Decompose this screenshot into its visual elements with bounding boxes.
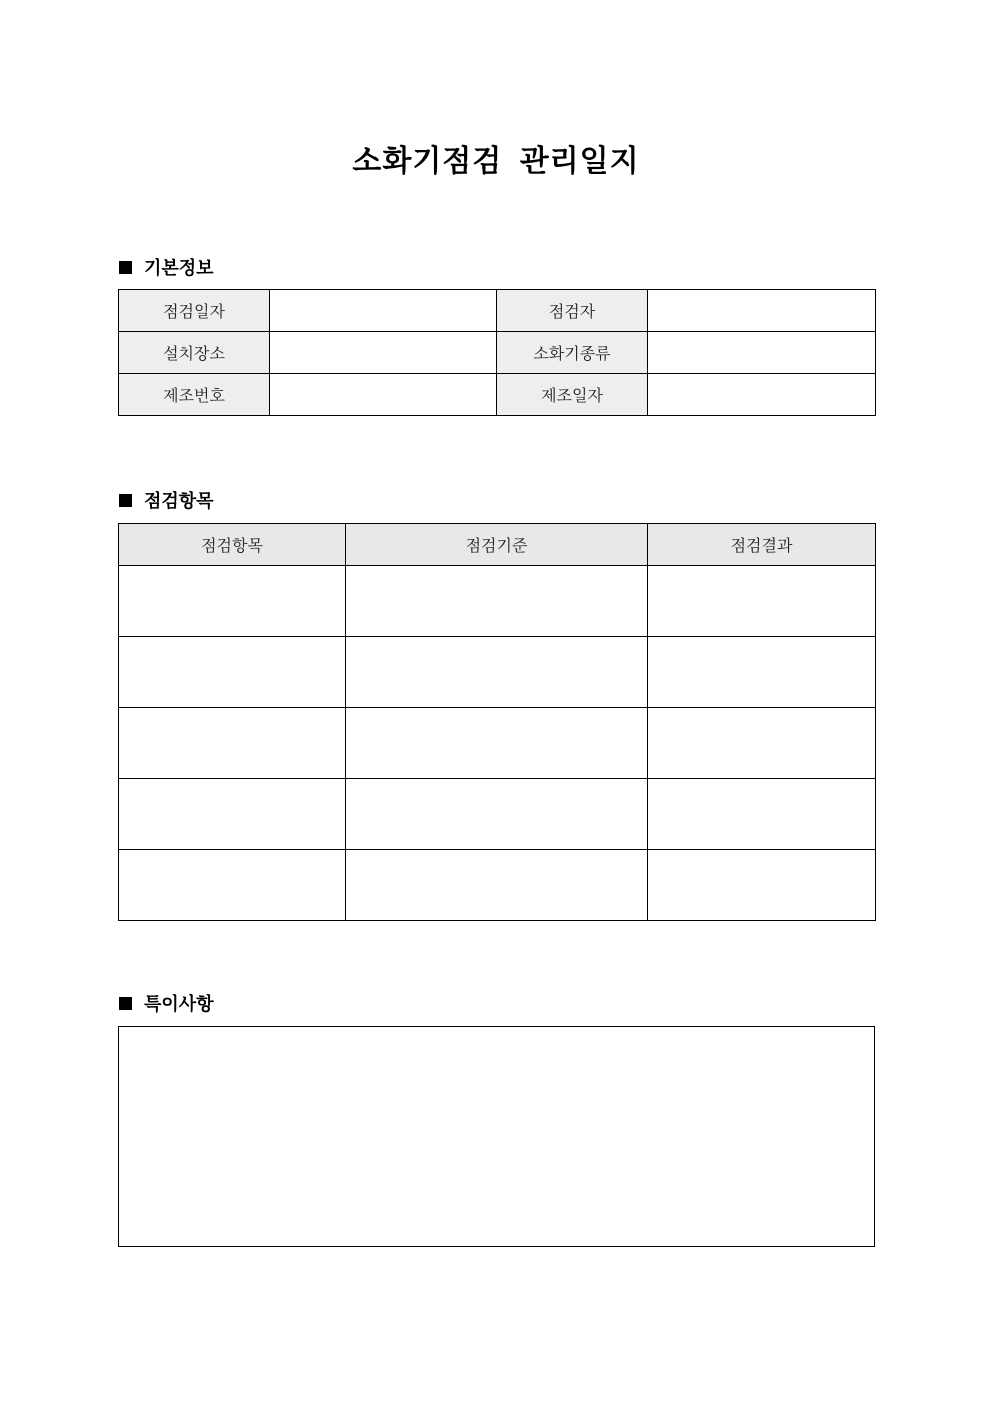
table-row	[119, 708, 876, 779]
inspector-field[interactable]	[648, 290, 876, 332]
table-row	[119, 332, 876, 374]
table-row	[119, 566, 876, 637]
item-cell[interactable]	[119, 850, 346, 921]
label-inspector: 점검자	[497, 290, 648, 332]
table-header-row	[119, 524, 876, 566]
table-row	[119, 779, 876, 850]
basic-info-table	[118, 289, 876, 416]
item-cell[interactable]	[119, 637, 346, 708]
criteria-cell[interactable]	[346, 850, 648, 921]
section-heading-label: 기본정보	[144, 258, 214, 279]
section-heading-inspection	[119, 487, 214, 513]
item-cell[interactable]	[119, 708, 346, 779]
inspection-table	[118, 523, 876, 921]
table-row	[119, 850, 876, 921]
table-row	[119, 290, 876, 332]
criteria-cell[interactable]	[346, 708, 648, 779]
label-install-location: 설치장소	[119, 332, 270, 374]
item-cell[interactable]	[119, 779, 346, 850]
page-title: 소화기점검 관리일지	[352, 144, 640, 179]
square-bullet-icon	[119, 494, 132, 507]
table-row	[119, 637, 876, 708]
label-serial-number: 제조번호	[119, 374, 270, 416]
remarks-textbox[interactable]	[118, 1026, 875, 1247]
criteria-cell[interactable]	[346, 779, 648, 850]
label-manufacture-date: 제조일자	[497, 374, 648, 416]
label-inspection-date: 점검일자	[119, 290, 270, 332]
section-heading-label: 특이사항	[144, 994, 214, 1015]
section-heading-label: 점검항목	[144, 491, 214, 512]
square-bullet-icon	[119, 997, 132, 1010]
label-extinguisher-type: 소화기종류	[497, 332, 648, 374]
manufacture-date-field[interactable]	[648, 374, 876, 416]
item-cell[interactable]	[119, 566, 346, 637]
criteria-cell[interactable]	[346, 566, 648, 637]
result-cell[interactable]	[648, 708, 876, 779]
result-cell[interactable]	[648, 566, 876, 637]
criteria-cell[interactable]	[346, 637, 648, 708]
section-heading-basic-info	[119, 254, 214, 280]
section-heading-remarks	[119, 990, 214, 1016]
result-cell[interactable]	[648, 779, 876, 850]
inspection-date-field[interactable]	[270, 290, 497, 332]
extinguisher-type-field[interactable]	[648, 332, 876, 374]
serial-number-field[interactable]	[270, 374, 497, 416]
table-row	[119, 374, 876, 416]
install-location-field[interactable]	[270, 332, 497, 374]
result-cell[interactable]	[648, 637, 876, 708]
square-bullet-icon	[119, 261, 132, 274]
column-header-item: 점검항목	[119, 524, 346, 566]
result-cell[interactable]	[648, 850, 876, 921]
column-header-criteria: 점검기준	[346, 524, 648, 566]
column-header-result: 점검결과	[648, 524, 876, 566]
